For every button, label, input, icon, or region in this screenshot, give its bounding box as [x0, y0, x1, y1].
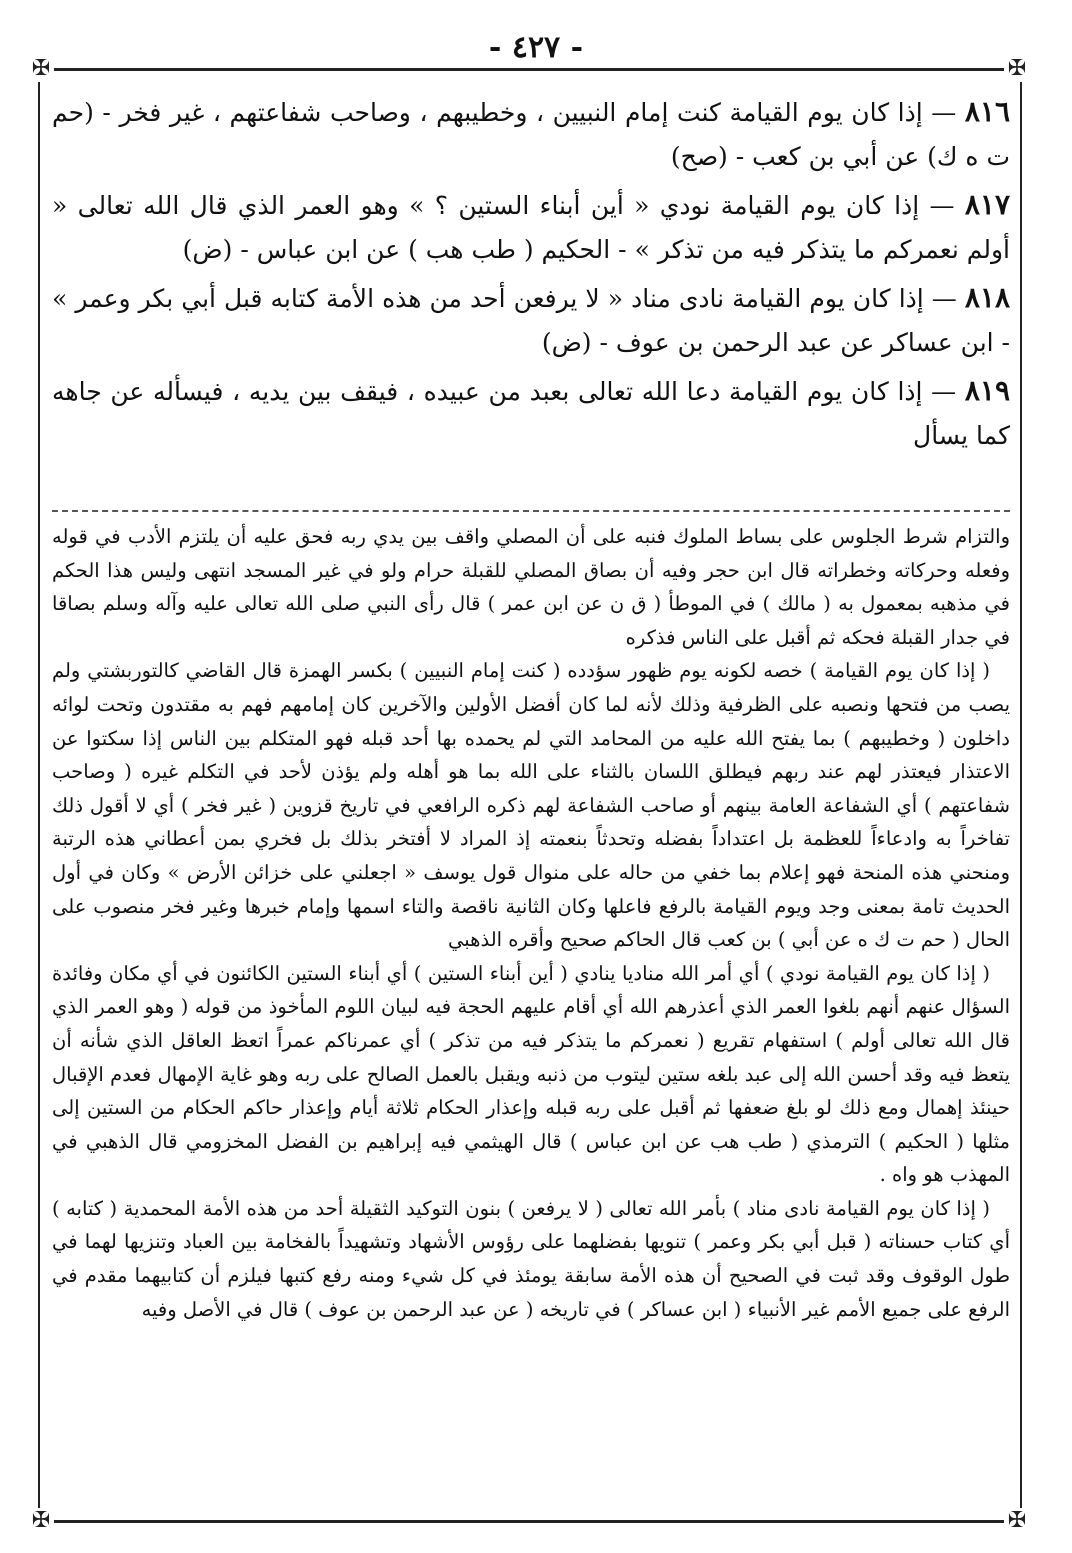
page-number: - ٤٢٧ - [488, 30, 584, 65]
hadith-entry: ٨١٧ — إذا كان يوم القيامة نودي « أين أبناء الستين ؟ » وهو العمر الذي قال الله تعالى « أولم نعمركم ما يتذكر فيه من تذكر » - الحكيم ( طب هب ) عن ابن عباس - (ض) [52, 188, 1010, 264]
commentary-paragraph: ( إذا كان يوم القيامة ) خصه لكونه يوم ظهور سؤدده ( كنت إمام النبيين ) بكسر الهمزة قال القاضي كالتوربشتي ولم يصب من فتحها ونصبه على الظرفية وذلك لأنه لما كان أفضل الأولين والآخرين كان إمامهم فهم به مقتدون وتحت لوائه داخلون ( وخطيبهم ) بما يفتح الله عليه من المحامد التي لم يحمده بها أحد قبله فهو المتكلم بين الناس إذا سكتوا عن الاعتذار فيعتذر لهم عند ربهم فيطلق اللسان بالثناء على الله بما هو أهله ولم يؤذن لأحد في التكلم غيره ( وصاحب شفاعتهم ) أي الشفاعة العامة بينهم أو صاحب الشفاعة لهم ذكره الرافعي في تاريخ قزوين ( غير فخر ) أي لا أقول ذلك تفاخراً به وادعاءاً للعظمة بل اعتداداً بفضله وتحدثاً بنعمته إذ المراد لا أفتخر بذلك بل فخري بمن أعطاني هذه الرتبة ومنحني هذه المنحة فهو إعلام بما خفي من حاله على منوال قول يوسف « اجعلني على خزائن الأرض » وكان في أول الحديث تامة بمعنى وجد ويوم القيامة بالرفع فاعلها وكان الثانية ناقصة والتاء اسمها وإمام خبرها وغير فخر منصوب على الحال ( حم ت ك ه عن أبي ) بن كعب قال الحاكم صحيح وأقره الذهبي [52, 659, 1010, 952]
top-rule [30, 68, 1030, 71]
commentary-section [52, 520, 1010, 1326]
hadith-entry: ٨١٦ — إذا كان يوم القيامة كنت إمام النبيين ، وخطيبهم ، وصاحب شفاعتهم ، غير فخر - (حم ت ه ك) عن أبي بن كعب - (صح) [52, 95, 1010, 171]
hadith-entry: ٨١٨ — إذا كان يوم القيامة نادى مناد « لا يرفعن أحد من هذه الأمة كتابه قبل أبي بكر وعمر » - ابن عساكر عن عبد الرحمن بن عوف - (ض) [52, 281, 1010, 357]
commentary-paragraph: ( إذا كان يوم القيامة نادى مناد ) بأمر الله تعالى ( لا يرفعن ) بنون التوكيد الثقيلة أحد من هذه الأمة المحمدية ( كتابه ) أي كتاب حسناته ( قبل أبي بكر وعمر ) تنويها بفضلهما على رؤوس الأشهاد وتشهيداً بالفخامة بين العباد وتنزيها لهما في طول الوقوف وقد ثبت في الصحيح أن هذه الأمة سابقة يومئذ في كل شيء ومنه رفع كتبها فيلزم أن كتابيهما مقدم في الرفع على جميع الأمم غير الأنبياء ( ابن عساكر ) في تاريخه ( عن عبد الرحمن بن عوف ) قال في الأصل وفيه [52, 1196, 1010, 1321]
corner-ornament-icon: ✠ [28, 1508, 54, 1534]
corner-ornament-icon: ✠ [1004, 56, 1030, 82]
hadith-text: إذا كان يوم القيامة نادى مناد « لا يرفعن أحد من هذه الأمة كتابه قبل أبي بكر وعمر » - ابن عساكر عن عبد الرحمن بن عوف - (ض) [52, 284, 1010, 357]
hadith-text: إذا كان يوم القيامة دعا الله تعالى بعبد من عبيده ، فيقف بين يديه ، فيسأله عن جاهه كما يسأل [52, 377, 1010, 450]
section-divider [52, 510, 1010, 512]
commentary-paragraph: ( إذا كان يوم القيامة نودي ) أي أمر الله مناديا ينادي ( أين أبناء الستين ) أي أبناء الستين الكائنون في أي مكان وفائدة السؤال عنهم أنهم بلغوا العمر الذي أعذرهم الله أي أقام عليهم الحجة فيه لبيان اللوم المأخوذ من قوله ( وهو العمر الذي قال الله تعالى أولم ) استفهام تقريع ( نعمركم ما يتذكر فيه من تذكر ) أي عمرناكم عمراً اتعظ العاقل الذي شأنه أن يتعظ فيه وقد أحسن الله إلى عبد بلغه ستين ليتوب من ذنبه ويقبل بالعمل الصالح على ربه وهو غاية الإمهال فعدم الإقبال حينئذ إهمال ومع ذلك لو بلغ ضعفها ثم أقبل على ربه قبله وإعذار الحكام ثلاثة أيام وإعذار حاكم الحكام من الستين إلى مثلها ( الحكيم ) الترمذي ( طب هب عن ابن عباس ) قال الهيثمي فيه إبراهيم بن الفضل المخزومي قال الذهبي في المهذب هو واه . [52, 961, 1010, 1187]
hadith-number: ٨١٧ [964, 188, 1010, 221]
hadith-text: إذا كان يوم القيامة كنت إمام النبيين ، وخطيبهم ، وصاحب شفاعتهم ، غير فخر - (حم ت ه ك) عن أبي بن كعب - (صح) [52, 98, 1010, 171]
corner-ornament-icon: ✠ [1004, 1508, 1030, 1534]
hadith-section [52, 90, 1010, 462]
corner-ornament-icon: ✠ [28, 56, 54, 82]
hadith-entry: ٨١٩ — إذا كان يوم القيامة دعا الله تعالى بعبد من عبيده ، فيقف بين يديه ، فيسأله عن جاهه كما يسأل [52, 374, 1010, 450]
hadith-number: ٨١٦ [964, 95, 1010, 128]
bottom-rule [30, 1520, 1030, 1523]
hadith-text: إذا كان يوم القيامة نودي « أين أبناء الستين ؟ » وهو العمر الذي قال الله تعالى « أولم نعمركم ما يتذكر فيه من تذكر » - الحكيم ( طب هب ) عن ابن عباس - (ض) [52, 191, 1010, 264]
hadith-number: ٨١٨ [964, 281, 1010, 314]
commentary-paragraph: والتزام شرط الجلوس على بساط الملوك فنبه على أن المصلي واقف بين يدي ربه فحق عليه أن يلتزم الأدب في قوله وفعله وحركاته وخطراته قال ابن حجر وفيه أن بصاق المصلي للقبلة حرام ولو في غير المسجد انتهى وليس هذا الحكم في مذهبه بمعمول به ( مالك ) في الموطأ ( ق ن عن ابن عمر ) قال رأى النبي صلى الله تعالى عليه وآله وسلم بصاقا في جدار القبلة فحكه ثم أقبل على الناس فذكره [52, 525, 1010, 649]
hadith-number: ٨١٩ [964, 374, 1010, 407]
